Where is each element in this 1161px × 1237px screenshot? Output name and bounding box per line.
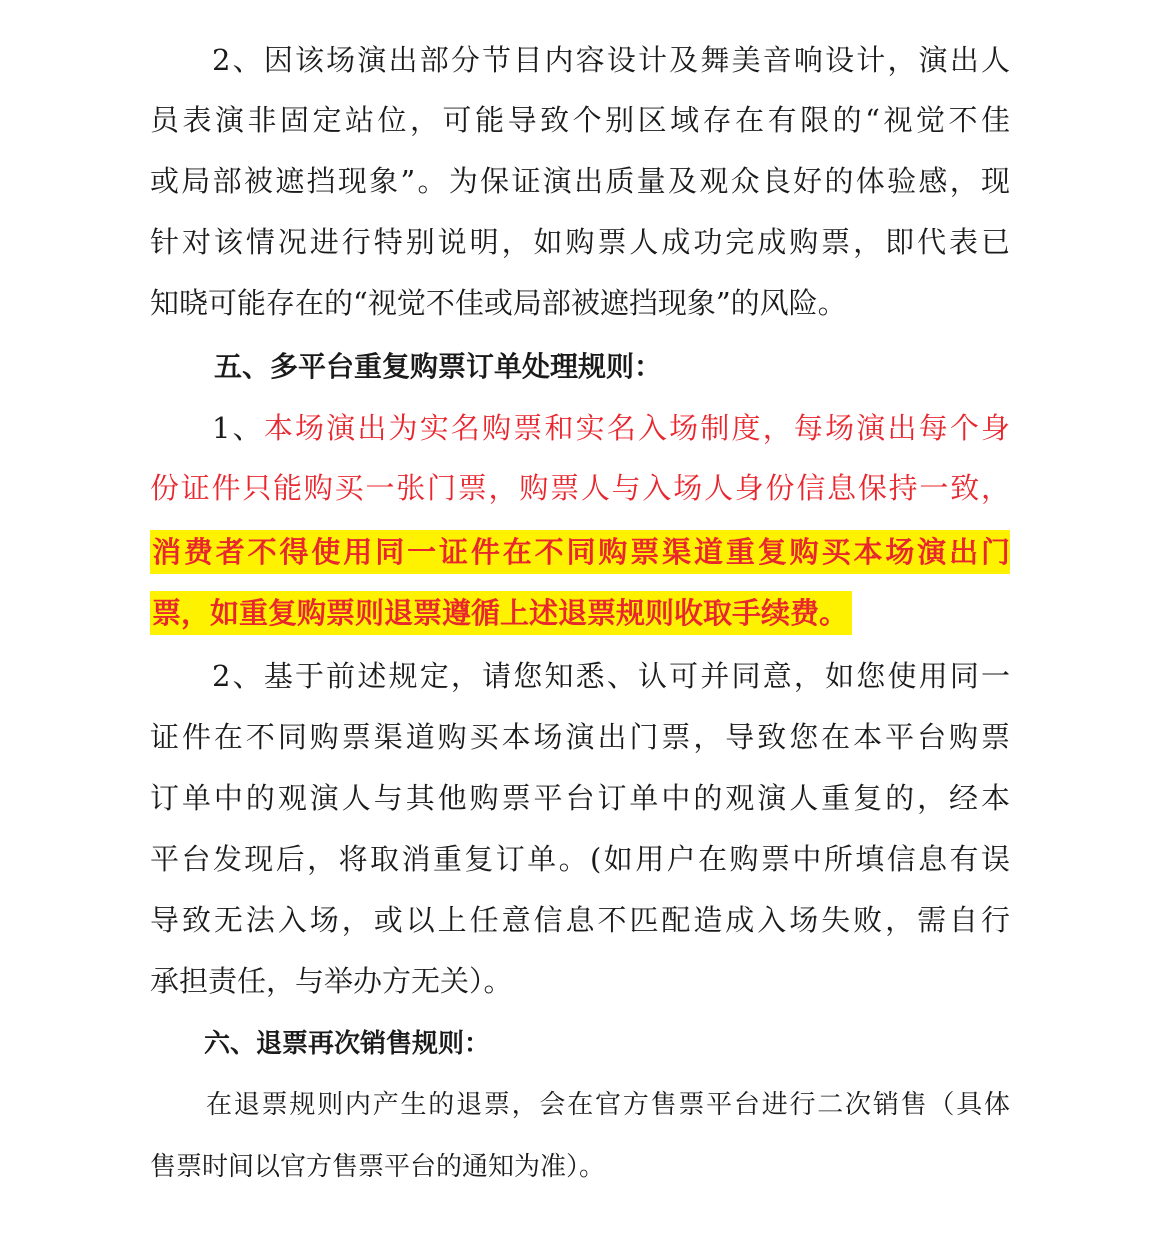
paragraph-line — [150, 408, 1010, 448]
paragraph-line: 订单中的观演人与其他购票平台订单中的观演人重复的，经本 — [150, 781, 1010, 815]
paragraph-line: 售票时间以官方售票平台的通知为准）。 — [150, 1152, 606, 1182]
section-heading: 六、退票再次销售规则： — [204, 1029, 491, 1059]
paragraph-line: 知晓可能存在的“视觉不佳或局部被遮挡现象”的风险。 — [150, 286, 847, 320]
section-heading: 五、多平台重复购票订单处理规则： — [214, 350, 663, 383]
paragraph-line: 或局部被遮挡现象”。为保证演出质量及观众良好的体验感，现 — [150, 164, 1010, 198]
paragraph-line: 导致无法入场，或以上任意信息不匹配造成入场失败，需自行 — [150, 903, 1010, 937]
red-text-line: 份证件只能购买一张门票，购票人与入场人身份信息保持一致， — [150, 471, 1010, 505]
item-number: 1、 — [212, 411, 264, 445]
paragraph-line: 在退票规则内产生的退票，会在官方售票平台进行二次销售（具体 — [206, 1090, 1010, 1120]
paragraph-line: 2、基于前述规定，请您知悉、认可并同意，如您使用同一 — [212, 659, 1010, 693]
highlighted-line — [150, 530, 1010, 574]
highlighted-text: 票，如重复购票则退票遵循上述退票规则收取手续费。 — [150, 591, 852, 635]
red-text: 本场演出为实名购票和实名入场制度，每场演出每个身 — [263, 411, 1010, 445]
highlighted-text: 消费者不得使用同一证件在不同购票渠道重复购买本场演出门 — [150, 530, 1010, 574]
paragraph-line: 证件在不同购票渠道购买本场演出门票，导致您在本平台购票 — [150, 720, 1010, 754]
paragraph-line: 员表演非固定站位，可能导致个别区域存在有限的“视觉不佳 — [150, 103, 1010, 137]
paragraph-line: 针对该情况进行特别说明，如购票人成功完成购票，即代表已 — [150, 225, 1010, 259]
paragraph-line: 平台发现后，将取消重复订单。(如用户在购票中所填信息有误 — [150, 842, 1010, 876]
paragraph-line: 2、因该场演出部分节目内容设计及舞美音响设计，演出人 — [212, 43, 1010, 77]
highlighted-line — [150, 591, 1010, 635]
paragraph-line: 承担责任，与举办方无关）。 — [150, 964, 513, 998]
